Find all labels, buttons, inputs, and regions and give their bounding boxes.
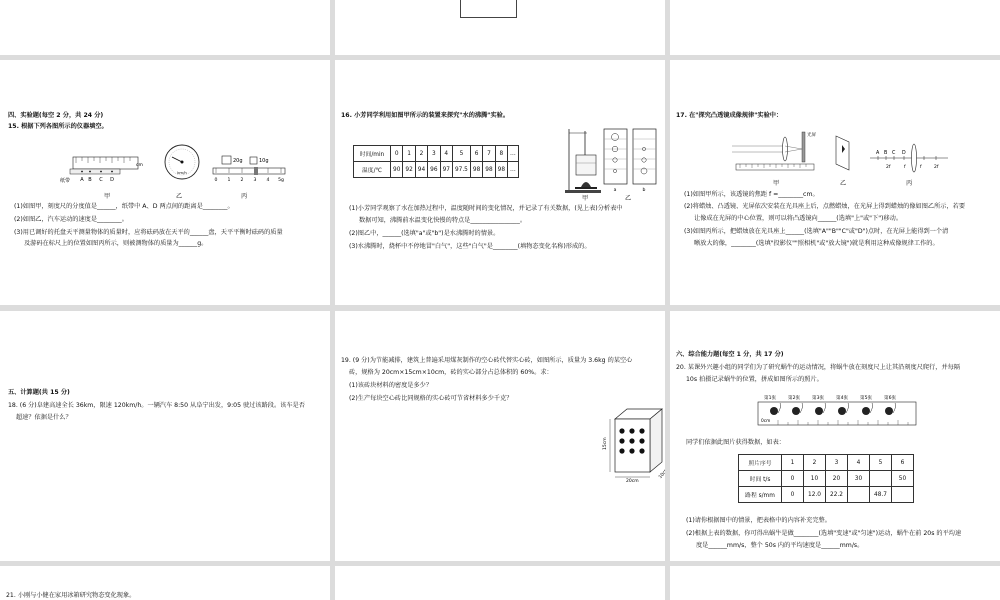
table-cell: 8	[495, 146, 507, 162]
scale-num: 0	[214, 178, 218, 183]
q17-part1: (1)如图甲所示，该透镜的焦距 f =________cm。	[684, 191, 819, 198]
table-header-cell: 时间 t/s	[739, 471, 782, 487]
boiling-data-table	[353, 145, 519, 178]
ruler-point-a: A	[80, 177, 84, 183]
table-header-cell: 时间/min	[354, 146, 391, 162]
table-cell: 90	[391, 162, 403, 178]
table-cell: 94	[415, 162, 427, 178]
dim-depth: 10cm	[658, 467, 671, 480]
photo-label: 第5张	[860, 396, 873, 401]
table-cell: 5	[870, 455, 892, 471]
q21-cut-text: 21. 小刚与小健在家用冰箱研究物态变化现象。	[6, 592, 136, 599]
ruler-figure	[60, 152, 150, 192]
dim-height: 15cm	[603, 437, 608, 450]
table-cell: 48.7	[870, 487, 892, 503]
table-cell: 97.5	[452, 162, 470, 178]
table-cell: 7	[483, 146, 495, 162]
paper-tape-label: 纸带	[60, 178, 71, 184]
table-cell: 20	[826, 471, 848, 487]
figure-label-yi: 乙	[625, 195, 632, 202]
table-row	[354, 146, 519, 162]
ruler-unit: cm	[136, 163, 143, 168]
q20-part1: (1)请你根据图中的情景，把表格中的内容补充完整。	[686, 517, 831, 524]
q15-part1: (1)如图甲，刻度尺的分度值是______，纸带中 A、D 两点间的距离是________。	[14, 203, 234, 210]
table-cell: 22.2	[826, 487, 848, 503]
table-cell: 0	[782, 487, 804, 503]
table-cell: 98	[483, 162, 495, 178]
page-bottom-right	[670, 566, 1000, 600]
beaker-label-a: a	[613, 188, 617, 193]
table-header-cell: 路程 s/mm	[739, 487, 782, 503]
figure-label-jia: 甲	[104, 193, 111, 200]
table-cell: 30	[848, 471, 870, 487]
table-cell: 2	[804, 455, 826, 471]
optical-bench-figure	[870, 140, 950, 185]
question-17-title: 17. 在"探究凸透镜成像规律"实验中：	[676, 112, 783, 119]
beaker-label-b: b	[642, 188, 646, 193]
focus-label: 2f	[934, 165, 939, 170]
table-cell: 12.0	[804, 487, 826, 503]
bench-point-c: C	[892, 151, 896, 156]
table-header-cell: 温度/℃	[354, 162, 391, 178]
ruler-point-d: D	[110, 177, 114, 183]
table-cell	[892, 487, 914, 503]
figure-label-yi: 乙	[840, 180, 847, 187]
page-q20	[670, 311, 1000, 561]
table-cell	[870, 471, 892, 487]
boiling-apparatus-figure	[565, 125, 605, 195]
table-row	[354, 162, 519, 178]
scale-num: 1	[227, 178, 231, 183]
page-top-left	[0, 0, 330, 55]
figure-label-yi: 乙	[176, 193, 183, 200]
table-cell: 0	[782, 471, 804, 487]
page-top-middle	[335, 0, 665, 55]
focus-label: f	[904, 165, 906, 170]
q20-part2-line1: (2)根据上表的数据，你可得出蜗牛是做________(选填"变速"或"匀速")运动，蜗牛在前 20s 的平均速	[686, 530, 962, 537]
q17-part2-line1: (2)将蜡烛、凸透镜、光屏依次安装在光具座上后，点燃蜡烛，在光屏上得到蜡烛的像如图乙所示，若要	[684, 203, 966, 210]
table-cell: …	[508, 146, 519, 162]
page-q16	[335, 60, 665, 305]
page-q17	[670, 60, 1000, 305]
q19-part2: (2)生产每块空心砖比同规格的实心砖可节省材料多少千克？	[349, 395, 513, 402]
figure-label-jia: 甲	[773, 180, 780, 187]
table-row	[739, 487, 914, 503]
table-cell: …	[508, 162, 519, 178]
figure-label-bing: 丙	[241, 193, 248, 200]
page-top-right	[670, 0, 1000, 55]
page-bottom-middle	[335, 566, 665, 600]
table-cell	[848, 487, 870, 503]
photo-label: 第6张	[884, 396, 897, 401]
q19-part1: (1)该砖块材料的密度是多少？	[349, 382, 433, 389]
photo-label: 第1张	[764, 396, 777, 401]
figure-label-bing: 丙	[906, 180, 913, 187]
table-cell: 98	[470, 162, 482, 178]
speedometer-figure	[162, 142, 202, 182]
table-cell: 97	[440, 162, 452, 178]
q15-part3-line2: 及游码在标尺上的位置如图丙所示，则被测物体的质量为______g。	[24, 240, 208, 247]
table-cell: 1	[782, 455, 804, 471]
page-q19	[335, 311, 671, 561]
q16-part1-line1: (1)小芳同学观察了水在加热过程中，温度随时间的变化情况，并记录了有关数据，(见上表)分析表中	[349, 205, 623, 212]
q17-part3-line1: (3)如图丙所示，把蜡烛放在光具座上______(选填"A""B""C"或"D")点时，在光屏上能得到一个清	[684, 228, 949, 235]
q15-part2: (2)如图乙，汽车运动的速度是________。	[14, 216, 128, 223]
bench-point-a: A	[876, 151, 880, 156]
focus-label: 2f	[886, 165, 891, 170]
table-cell: 4	[440, 146, 452, 162]
dim-width: 20cm	[626, 479, 639, 484]
weight-10g: 10g	[259, 158, 269, 164]
table-row	[739, 455, 914, 471]
q17-part2-line2: 让像成在光屏的中心位置，则可以将凸透镜向______(选填"上"或"下")移动。	[694, 215, 903, 222]
table-cell: 10	[804, 471, 826, 487]
table-cell: 5	[452, 146, 470, 162]
table-cell: 0	[391, 146, 403, 162]
table-cell: 3	[428, 146, 440, 162]
screen-image-figure	[833, 134, 853, 174]
focal-length-figure	[730, 124, 820, 179]
q16-part3: (3)水沸腾时，烧杯中不停地冒"白气"，这些"白气"是________(填物态变化名称)形成的。	[349, 243, 591, 250]
scale-num: 3	[253, 178, 257, 183]
data-intro: 同学们依据此图片获得数据，如表：	[686, 439, 785, 446]
cut-figure-box	[460, 0, 517, 18]
table-cell: 6	[470, 146, 482, 162]
scale-num: 4	[266, 178, 270, 183]
speedometer-unit: km/h	[177, 170, 187, 175]
hollow-brick-figure	[600, 407, 671, 484]
photo-label: 第3张	[812, 396, 825, 401]
focus-label: f	[920, 165, 922, 170]
table-cell: 96	[428, 162, 440, 178]
scale-num: 2	[240, 178, 244, 183]
snail-data-table	[738, 454, 914, 503]
q20-line2: 10s 拍摄记录蜗牛的位置，拼成如图所示的照片。	[686, 376, 823, 383]
page-bottom-left	[0, 566, 330, 600]
photo-label: 第4张	[836, 396, 849, 401]
q19-line1: 19. (9 分)为节能减排，建筑上普遍采用煤灰制作的空心砖代替实心砖，如图所示，质量为 3.6kg 的某空心	[341, 357, 633, 364]
weight-20g: 20g	[233, 158, 243, 164]
table-cell: 2	[415, 146, 427, 162]
section-title: 六、综合能力题(每空 1 分，共 17 分)	[676, 351, 784, 358]
q16-part1-line2: 数据可知，沸腾前水温变化快慢的特点是________________。	[359, 217, 527, 224]
ruler-point-b: B	[88, 177, 92, 183]
table-cell: 98	[495, 162, 507, 178]
page-q18	[0, 311, 330, 561]
table-cell: 3	[826, 455, 848, 471]
ruler-point-c: C	[99, 177, 103, 183]
bubble-beakers-figure	[602, 125, 658, 191]
ruler-start: 0cm	[761, 419, 771, 424]
question-16-title: 16. 小芳同学利用如图甲所示的装置来探究"水的沸腾"实验。	[341, 112, 510, 119]
table-cell: 50	[892, 471, 914, 487]
snail-ruler-figure	[758, 391, 918, 431]
q16-part2: (2)图乙中，______(选填"a"或"b")是水沸腾时的情景。	[349, 230, 500, 237]
q19-line2: 砖，规格为 20cm×15cm×10cm，砖的实心部分占总体积的 60%。求：	[349, 369, 553, 376]
table-header-cell: 照片序号	[739, 455, 782, 471]
q15-part3-line1: (3)用已调好的托盘天平测量物体的质量时，应将砝码放在天平的______盘，天平平衡时砝码的质量	[14, 229, 283, 236]
scale-num: 5g	[278, 178, 284, 183]
q20-part2-line2: 度是______mm/s，整个 50s 内的平均速度是______mm/s。	[696, 542, 864, 549]
table-cell: 6	[892, 455, 914, 471]
photo-label: 第2张	[788, 396, 801, 401]
table-cell: 1	[403, 146, 415, 162]
table-cell: 4	[848, 455, 870, 471]
section-title: 四、实验题(每空 2 分，共 24 分)	[8, 112, 104, 119]
q18-line2: 超速？依据是什么？	[16, 414, 72, 421]
q17-part3-line2: 晰放大的像，________(选填"投影仪""照相机"或"放大镜")就是利用这种成像规律工作的。	[694, 240, 939, 247]
question-15-title: 15. 根据下列各图所示的仪器填空。	[8, 123, 108, 130]
q20-line1: 20. 某课外兴趣小组的同学们为了研究蜗牛的运动情况，将蜗牛放在刻度尺上让其沿刻度尺爬行，并每隔	[676, 364, 961, 371]
table-row	[739, 471, 914, 487]
section-title: 五、计算题(共 15 分)	[8, 389, 70, 396]
balance-figure	[210, 150, 290, 185]
page-q15	[0, 60, 330, 305]
q18-line1: 18. (6 分)阜建高速全长 36km，限速 120km/h。一辆汽车 8:50 从阜宁出发，9:05 驶过该路段。该车是否	[8, 402, 305, 409]
screen-label: 光屏	[807, 133, 816, 138]
table-cell: 92	[403, 162, 415, 178]
bench-point-d: D	[902, 151, 906, 156]
figure-label-jia: 甲	[582, 195, 589, 202]
bench-point-b: B	[884, 151, 888, 156]
